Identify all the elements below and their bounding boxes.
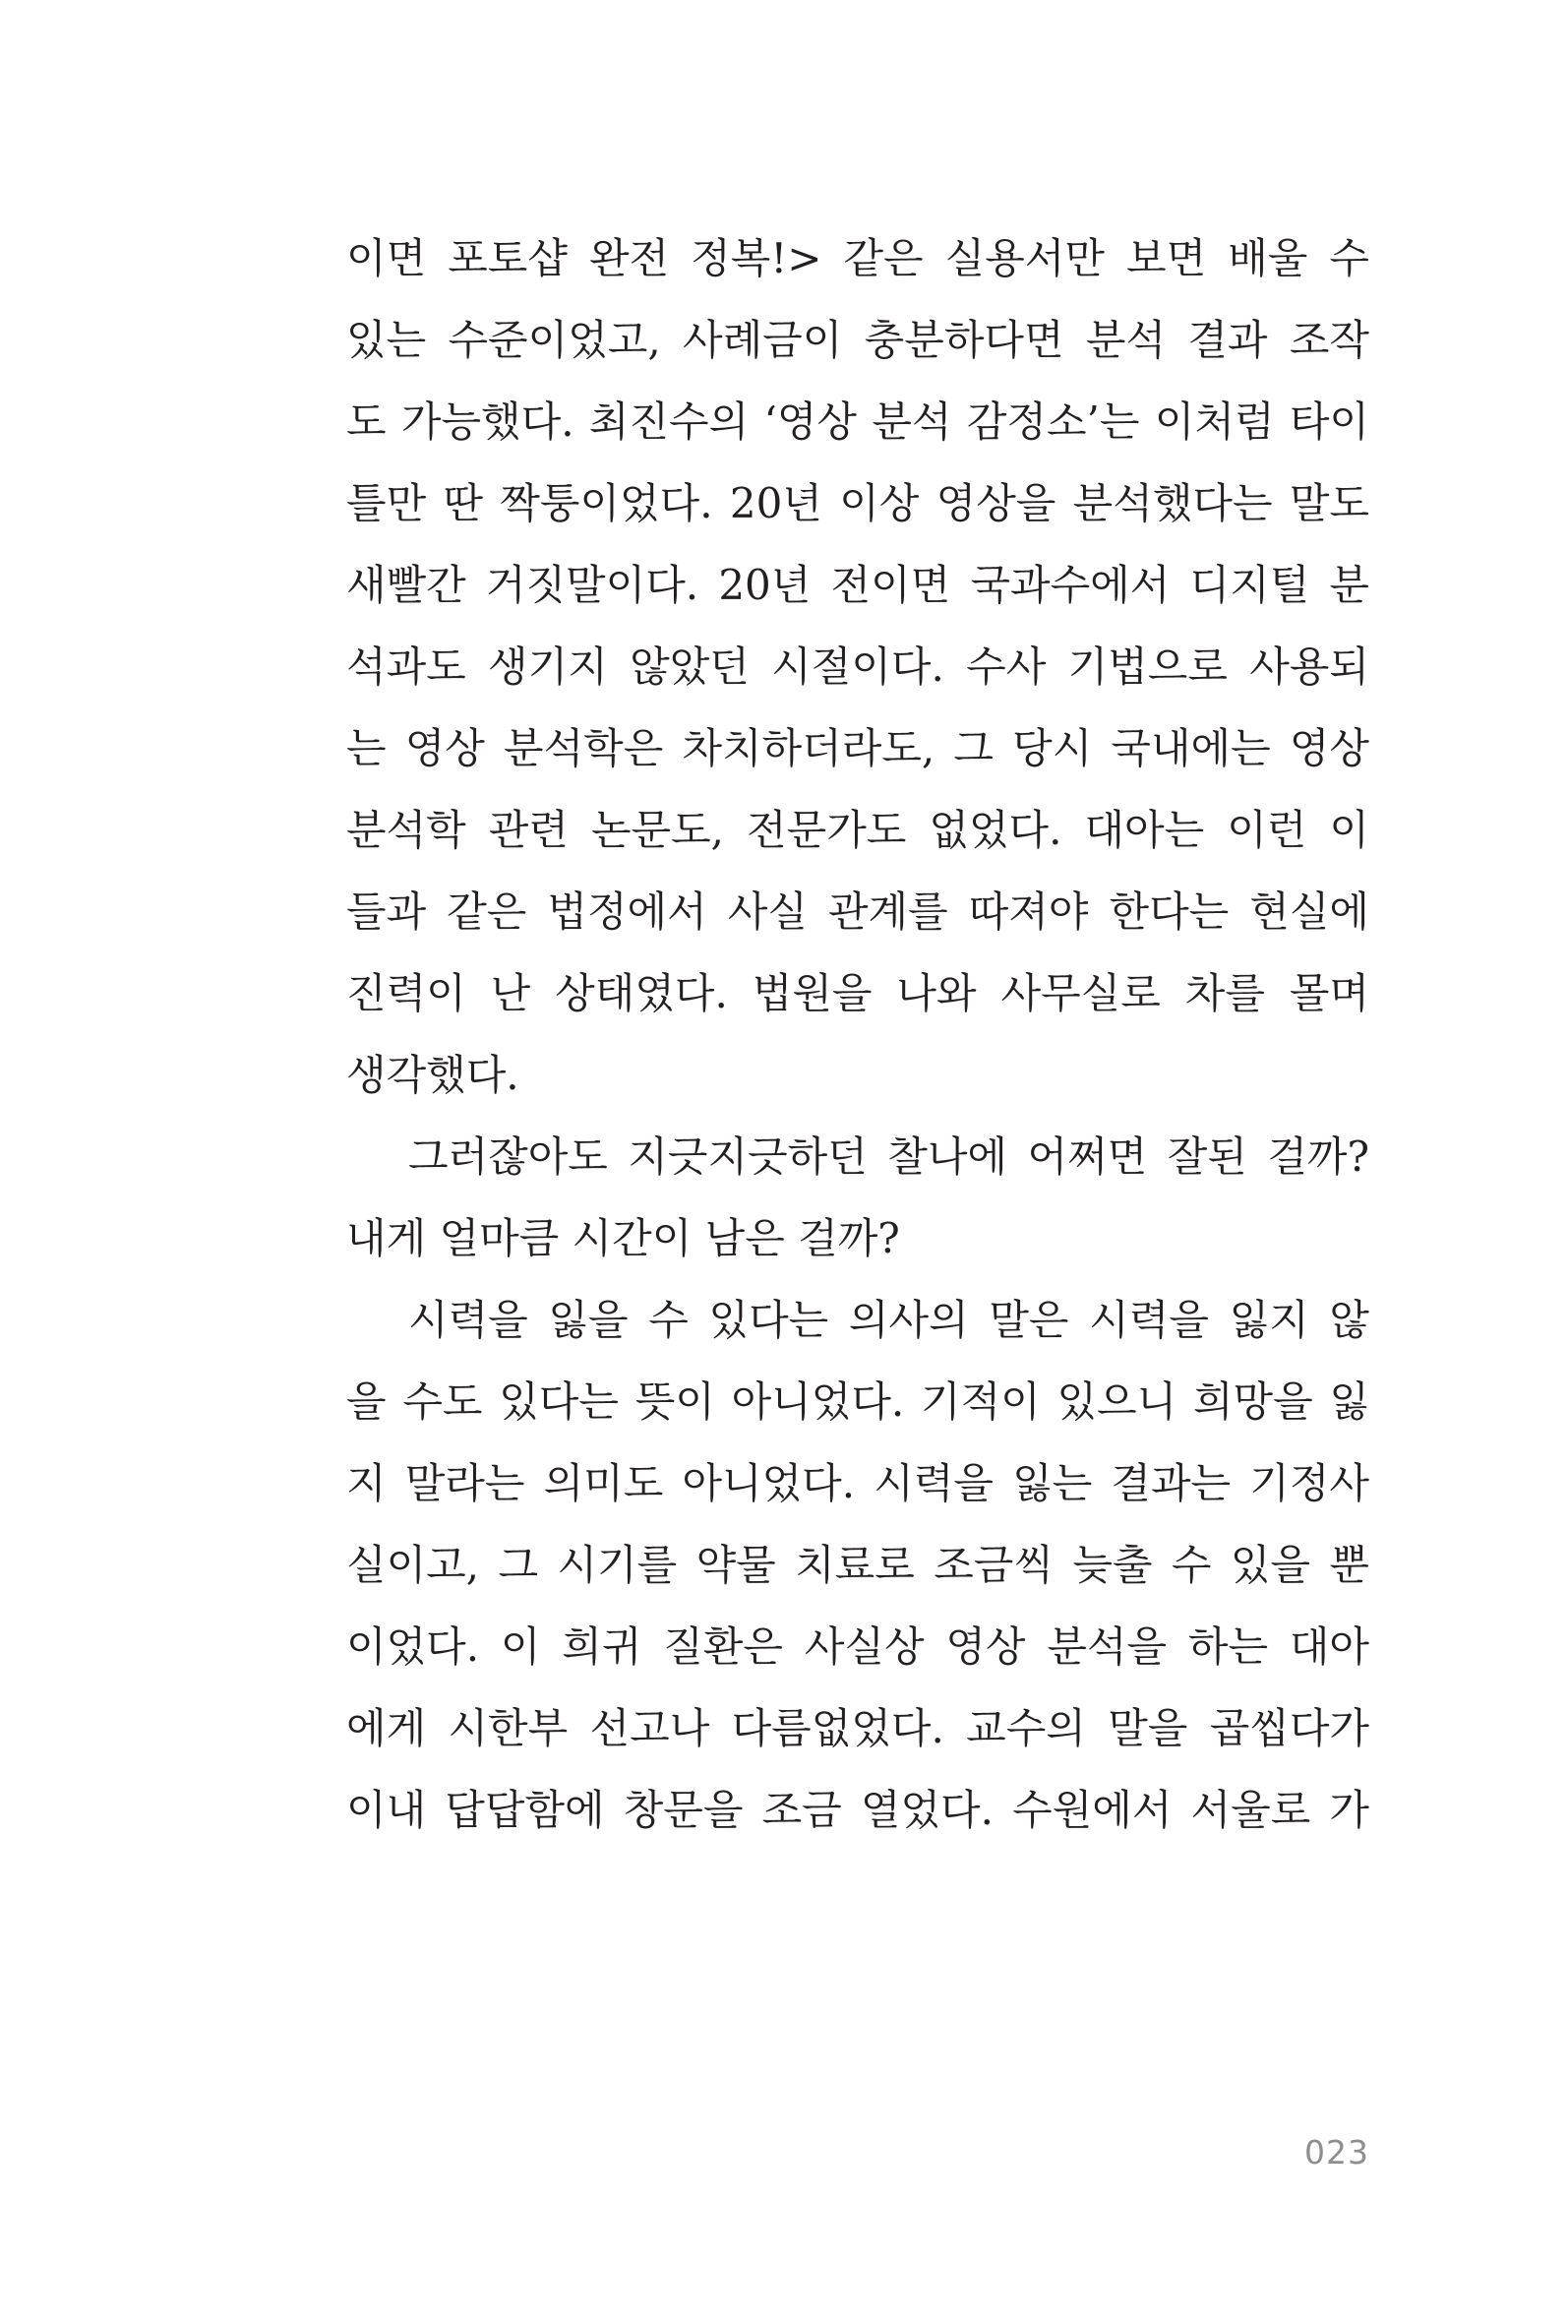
text-line: 그러잖아도 지긋지긋하던 찰나에 어쩌면 잘된 걸까?	[408, 1132, 1369, 1181]
text-line: 지 말라는 의미도 아니었다. 시력을 잃는 결과는 기정사	[346, 1459, 1369, 1507]
text-line: 진력이 난 상태였다. 법원을 나와 사무실로 차를 몰며	[346, 969, 1369, 1017]
text-line: 들과 같은 법정에서 사실 관계를 따져야 한다는 현실에	[346, 887, 1369, 936]
text-line: 틀만 딴 짝퉁이었다. 20년 이상 영상을 분석했다는 말도	[346, 479, 1369, 527]
text-line: 이내 답답함에 창문을 조금 열었다. 수원에서 서울로 가	[346, 1786, 1369, 1834]
text-line: 생각했다.	[346, 1051, 519, 1099]
text-line: 도 가능했다. 최진수의 ‘영상 분석 감정소’는 이처럼 타이	[346, 398, 1369, 446]
text-line: 는 영상 분석학은 차치하더라도, 그 당시 국내에는 영상	[346, 724, 1369, 772]
text-line: 이면 포토샵 완전 정복!> 같은 실용서만 보면 배울 수	[346, 234, 1369, 282]
text-line: 내게 얼마큼 시간이 남은 걸까?	[346, 1214, 900, 1262]
page-number: 023	[1304, 2133, 1369, 2171]
text-line: 석과도 생기지 않았던 시절이다. 수사 기법으로 사용되	[346, 642, 1369, 691]
text-line: 새빨간 거짓말이다. 20년 전이면 국과수에서 디지털 분	[346, 561, 1369, 609]
text-line: 이었다. 이 희귀 질환은 사실상 영상 분석을 하는 대아	[346, 1622, 1369, 1671]
text-line: 을 수도 있다는 뜻이 아니었다. 기적이 있으니 희망을 잃	[346, 1377, 1369, 1426]
text-line: 분석학 관련 논문도, 전문가도 없었다. 대아는 이런 이	[346, 806, 1369, 854]
text-line: 실이고, 그 시기를 약물 치료로 조금씩 늦출 수 있을 뿐	[346, 1541, 1369, 1589]
text-line: 에게 시한부 선고나 다름없었다. 교수의 말을 곱씹다가	[346, 1704, 1369, 1752]
body-text	[346, 217, 1369, 1851]
text-line: 있는 수준이었고, 사례금이 충분하다면 분석 결과 조작	[346, 316, 1369, 364]
text-line: 시력을 잃을 수 있다는 의사의 말은 시력을 잃지 않	[408, 1296, 1369, 1344]
